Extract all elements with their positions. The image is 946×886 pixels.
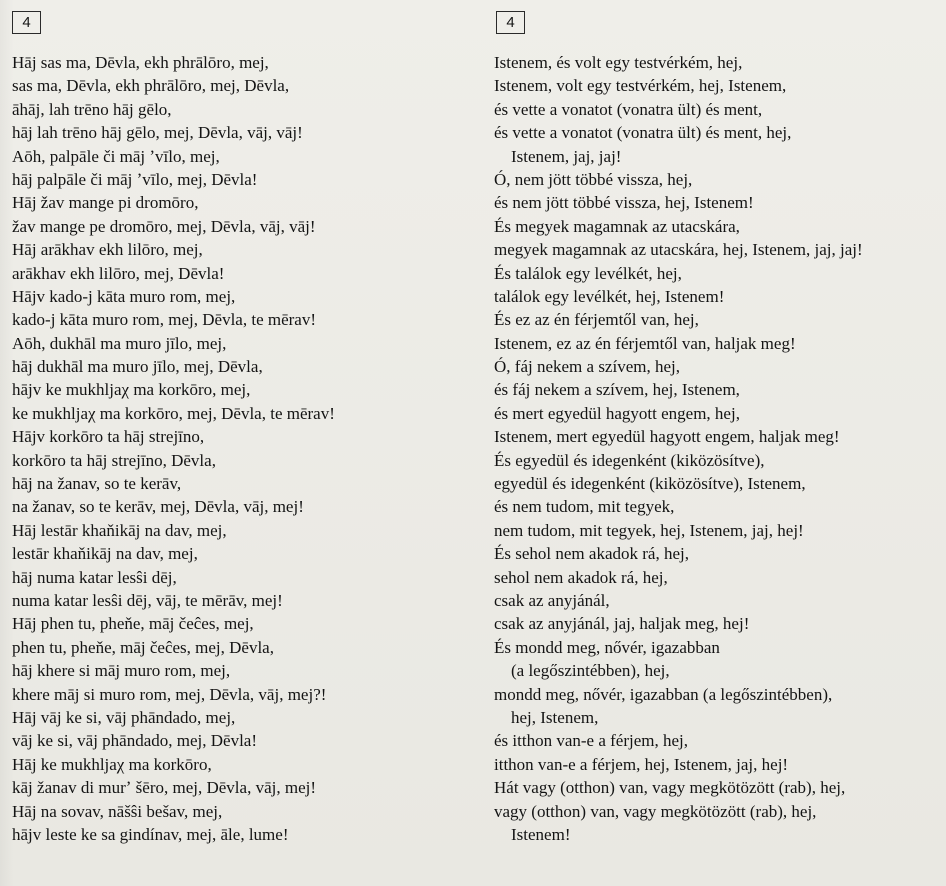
lyric-line: hājv ke mukhljaχ ma korkōro, mej,	[12, 380, 251, 400]
lyric-line: Hāj phen tu, pheňe, māj čeĉes, mej,	[12, 614, 254, 634]
lyric-line: egyedül és idegenként (kiközösítve), Istenem,	[494, 474, 806, 494]
lyric-line: korkōro ta hāj strejīno, Dēvla,	[12, 450, 216, 470]
lyric-line: na žanav, so te kerāv, mej, Dēvla, vāj, mej!	[12, 497, 304, 517]
lyric-line: és nem jött többé vissza, hej, Istenem!	[494, 193, 754, 213]
lyric-line: és vette a vonatot (vonatra ült) és ment, hej,	[494, 123, 792, 143]
song-number-box: 4	[12, 11, 41, 34]
lyric-line: Hát vagy (otthon) van, vagy megkötözött (rab), hej,	[494, 778, 846, 798]
lyric-line: vāj ke si, vāj phāndado, mej, Dēvla!	[12, 731, 258, 751]
lyric-line: āhāj, lah trēno hāj gēlo,	[12, 99, 172, 119]
lyric-line: Hāj žav mange pi dromōro,	[12, 193, 199, 213]
lyric-line: és nem tudom, mit tegyek,	[494, 497, 675, 517]
lyric-line: hāj dukhāl ma muro jīlo, mej, Dēvla,	[12, 357, 263, 377]
lyric-line: És ez az én férjemtől van, hej,	[494, 310, 699, 330]
lyric-line: Aōh, dukhāl ma muro jīlo, mej,	[12, 333, 227, 353]
lyric-line: Hājv korkōro ta hāj strejīno,	[12, 427, 205, 447]
lyric-line: Istenem, volt egy testvérkém, hej, Istenem,	[494, 76, 787, 96]
romani-lyric-lines	[12, 51, 335, 846]
lyric-line: Istenem, és volt egy testvérkém, hej,	[494, 53, 743, 72]
lyric-line: itthon van-e a férjem, hej, Istenem, jaj, hej!	[494, 754, 789, 774]
lyric-line: hāj khere si māj muro rom, mej,	[12, 661, 231, 681]
lyric-line: hāj lah trēno hāj gēlo, mej, Dēvla, vāj, vāj!	[12, 123, 303, 143]
lyric-line: khere māj si muro rom, mej, Dēvla, vāj, mej?!	[12, 684, 327, 704]
lyric-line: Istenem, mert egyedül hagyott engem, haljak meg!	[494, 427, 840, 447]
lyric-line: csak az anyjánál, jaj, haljak meg, hej!	[494, 614, 750, 634]
lyric-line: (a legőszintébben), hej,	[511, 661, 670, 681]
lyric-line: Ó, nem jött többé vissza, hej,	[494, 169, 693, 189]
lyric-line: ke mukhljaχ ma korkōro, mej, Dēvla, te mērav!	[12, 403, 335, 423]
lyric-line: numa katar lesŝi dēj, vāj, te mērāv, mej!	[12, 590, 283, 610]
lyric-line: találok egy levélkét, hej, Istenem!	[494, 286, 725, 306]
hungarian-translation-lines	[494, 51, 863, 846]
lyric-line: kado-j kāta muro rom, mej, Dēvla, te mērav!	[12, 310, 316, 330]
lyric-line: vagy (otthon) van, vagy megkötözött (rab), hej,	[494, 801, 817, 821]
lyric-line: phen tu, pheňe, māj čeĉes, mej, Dēvla,	[12, 637, 274, 657]
lyric-line: És egyedül és idegenként (kiközösítve),	[494, 450, 765, 470]
lyric-line: Ó, fáj nekem a szívem, hej,	[494, 357, 680, 377]
lyric-line: hāj na žanav, so te kerāv,	[12, 474, 182, 494]
lyric-line: és vette a vonatot (vonatra ült) és ment,	[494, 99, 763, 119]
lyric-line: Istenem, jaj, jaj!	[511, 146, 622, 166]
lyric-line: hāj numa katar lesŝi dēj,	[12, 567, 177, 587]
lyric-line: mondd meg, nővér, igazabban (a legőszintébben),	[494, 684, 833, 704]
lyric-line: kāj žanav di murʼ šēro, mej, Dēvla, vāj, mej!	[12, 778, 316, 798]
lyric-line: csak az anyjánál,	[494, 590, 610, 610]
lyric-line: hej, Istenem,	[511, 707, 599, 727]
lyric-line: Aōh, palpāle či māj ʼvīlo, mej,	[12, 146, 220, 166]
lyric-line: Hājv kado-j kāta muro rom, mej,	[12, 286, 236, 306]
lyric-line: Istenem, ez az én férjemtől van, haljak meg!	[494, 333, 796, 353]
lyric-line: arākhav ekh lilōro, mej, Dēvla!	[12, 263, 225, 283]
lyric-line: És sehol nem akadok rá, hej,	[494, 544, 689, 564]
lyric-line: Hāj vāj ke si, vāj phāndado, mej,	[12, 707, 236, 727]
lyric-line: és itthon van-e a férjem, hej,	[494, 731, 689, 751]
lyric-line: és fáj nekem a szívem, hej, Istenem,	[494, 380, 740, 400]
lyric-line: nem tudom, mit tegyek, hej, Istenem, jaj, hej!	[494, 520, 804, 540]
lyric-line: És mondd meg, nővér, igazabban	[494, 637, 720, 657]
lyric-line: És találok egy levélkét, hej,	[494, 263, 682, 283]
lyric-line: hāj palpāle či māj ʼvīlo, mej, Dēvla!	[12, 169, 258, 189]
lyric-line: Hāj sas ma, Dēvla, ekh phrālōro, mej,	[12, 53, 269, 72]
lyric-line: Istenem!	[511, 824, 571, 844]
lyric-line: megyek magamnak az utacskára, hej, Istenem, jaj, jaj!	[494, 240, 863, 260]
lyric-line: Hāj arākhav ekh lilōro, mej,	[12, 240, 203, 260]
lyric-line: És megyek magamnak az utacskára,	[494, 216, 740, 236]
lyric-line: Hāj lestār khaňikāj na dav, mej,	[12, 520, 227, 540]
lyric-line: Hāj na sovav, nāšŝi bešav, mej,	[12, 801, 223, 821]
lyric-line: lestār khaňikāj na dav, mej,	[12, 544, 198, 564]
lyric-line: žav mange pe dromōro, mej, Dēvla, vāj, vāj!	[12, 216, 316, 236]
lyric-line: sehol nem akadok rá, hej,	[494, 567, 668, 587]
lyric-line: sas ma, Dēvla, ekh phrālōro, mej, Dēvla,	[12, 76, 290, 96]
lyric-line: Hāj ke mukhljaχ ma korkōro,	[12, 754, 212, 774]
lyric-line: és mert egyedül hagyott engem, hej,	[494, 403, 740, 423]
song-number-box: 4	[496, 11, 525, 34]
lyric-line: hājv leste ke sa gindínav, mej, āle, lume!	[12, 824, 289, 844]
